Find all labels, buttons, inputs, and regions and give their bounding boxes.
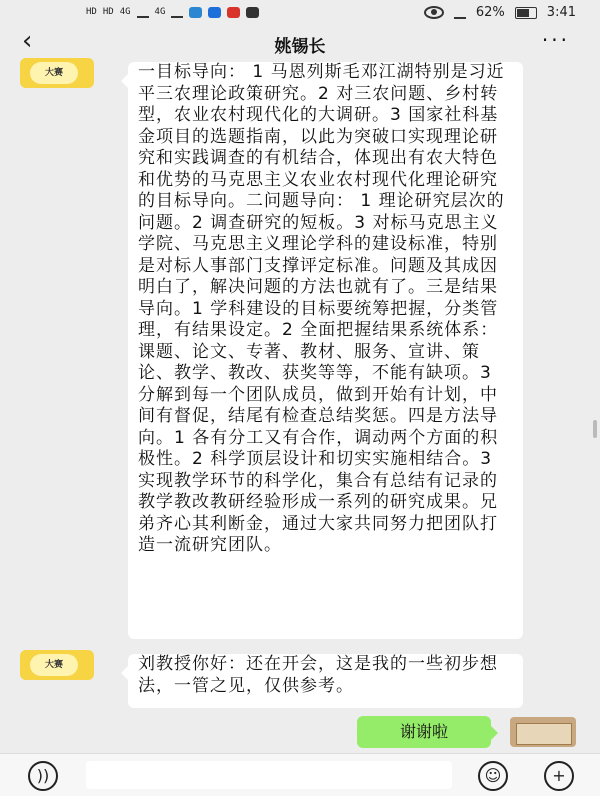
message-text: 谢谢啦 <box>399 722 448 741</box>
message-bubble-incoming[interactable] <box>128 654 523 708</box>
signal-label: 4G <box>119 6 131 17</box>
message-input[interactable] <box>86 761 452 789</box>
more-options-icon[interactable]: ··· <box>541 28 570 52</box>
wifi-icon <box>454 7 466 19</box>
my-avatar-image <box>516 723 572 745</box>
message-bubble-outgoing[interactable] <box>357 716 491 748</box>
contact-avatar[interactable] <box>20 58 94 88</box>
clock: 3:41 <box>546 5 576 20</box>
app-notification-icon <box>189 7 202 18</box>
signal-label-2: 4G <box>154 6 166 17</box>
app-notification-icon-2 <box>208 7 221 18</box>
chat-header <box>0 28 600 60</box>
signal-icon <box>137 6 149 18</box>
status-bar <box>0 0 600 28</box>
app-notification-icon-4 <box>246 7 259 18</box>
avatar-badge-text: 大赛 <box>30 654 78 676</box>
plus-icon[interactable]: + <box>544 761 574 791</box>
back-icon[interactable]: ‹ <box>22 26 33 56</box>
status-bar-right <box>424 5 576 20</box>
signal-icon-2 <box>171 6 183 18</box>
network-hd-label-2: HD <box>102 6 114 17</box>
contact-avatar[interactable] <box>20 650 94 680</box>
message-text: 刘教授你好：还在开会，这是我的一些初步想法，一管之见，仅供参考。 <box>138 654 498 696</box>
voice-input-icon[interactable]: )) <box>28 761 58 791</box>
battery-percent: 62% <box>475 5 505 20</box>
message-bubble-incoming[interactable] <box>128 62 523 639</box>
my-avatar[interactable] <box>510 717 576 747</box>
emoji-icon[interactable]: ☺ <box>478 761 508 791</box>
input-bar <box>0 753 600 796</box>
message-text: 一目标导向： 1 马恩列斯毛邓江湖特别是习近平三农理论政策研究。2 对三农问题、乡村转型，农业农村现代化的大调研。3 国家社科基金项目的选题指南，以此为突破口实现理论研究和实践调查的有机结合，体现出有农大特色和优势的马克思主义农业农村现代化理论研究的目标导向。二问题导向： 1 理论研究层次的问题。2 调查研究的短板。3 对标马克思主义学院、马克思主义理论学科的建设标准，特别是对标人事部门支撑评定标准。问题及其成因明白了，解决问题的方法也就有了。三是结果导向。1 学科建设的目标要统筹把握，分类管理，有结果设定。2 全面把握结果系统体系：课题、论文、专著、教材、服务、宣讲、策论、教学、教改、获奖等等，不能有缺项。3 分解到每一个团队成员，做到开始有计划，中间有督促，结尾有检查总结奖惩。四是方法导向。1 各有分工又有合作，调动两个方面的积极性。2 科学顶层设计和切实实施相结合。3 实现教学环节的科学化，集合有总结有记录的教学教改教研经验形成一系列的研究成果。兄弟齐心其利断金，通过大家共同努力把团队打造一流研究团队。 <box>138 62 505 555</box>
app-notification-icon-3 <box>227 7 240 18</box>
scroll-indicator[interactable] <box>593 420 597 438</box>
status-bar-left <box>86 6 259 18</box>
chat-title: 姚锡长 <box>274 37 326 57</box>
eye-comfort-icon <box>424 6 444 19</box>
battery-icon <box>515 7 537 19</box>
avatar-badge-text: 大赛 <box>30 62 78 84</box>
network-hd-label: HD <box>86 6 97 17</box>
